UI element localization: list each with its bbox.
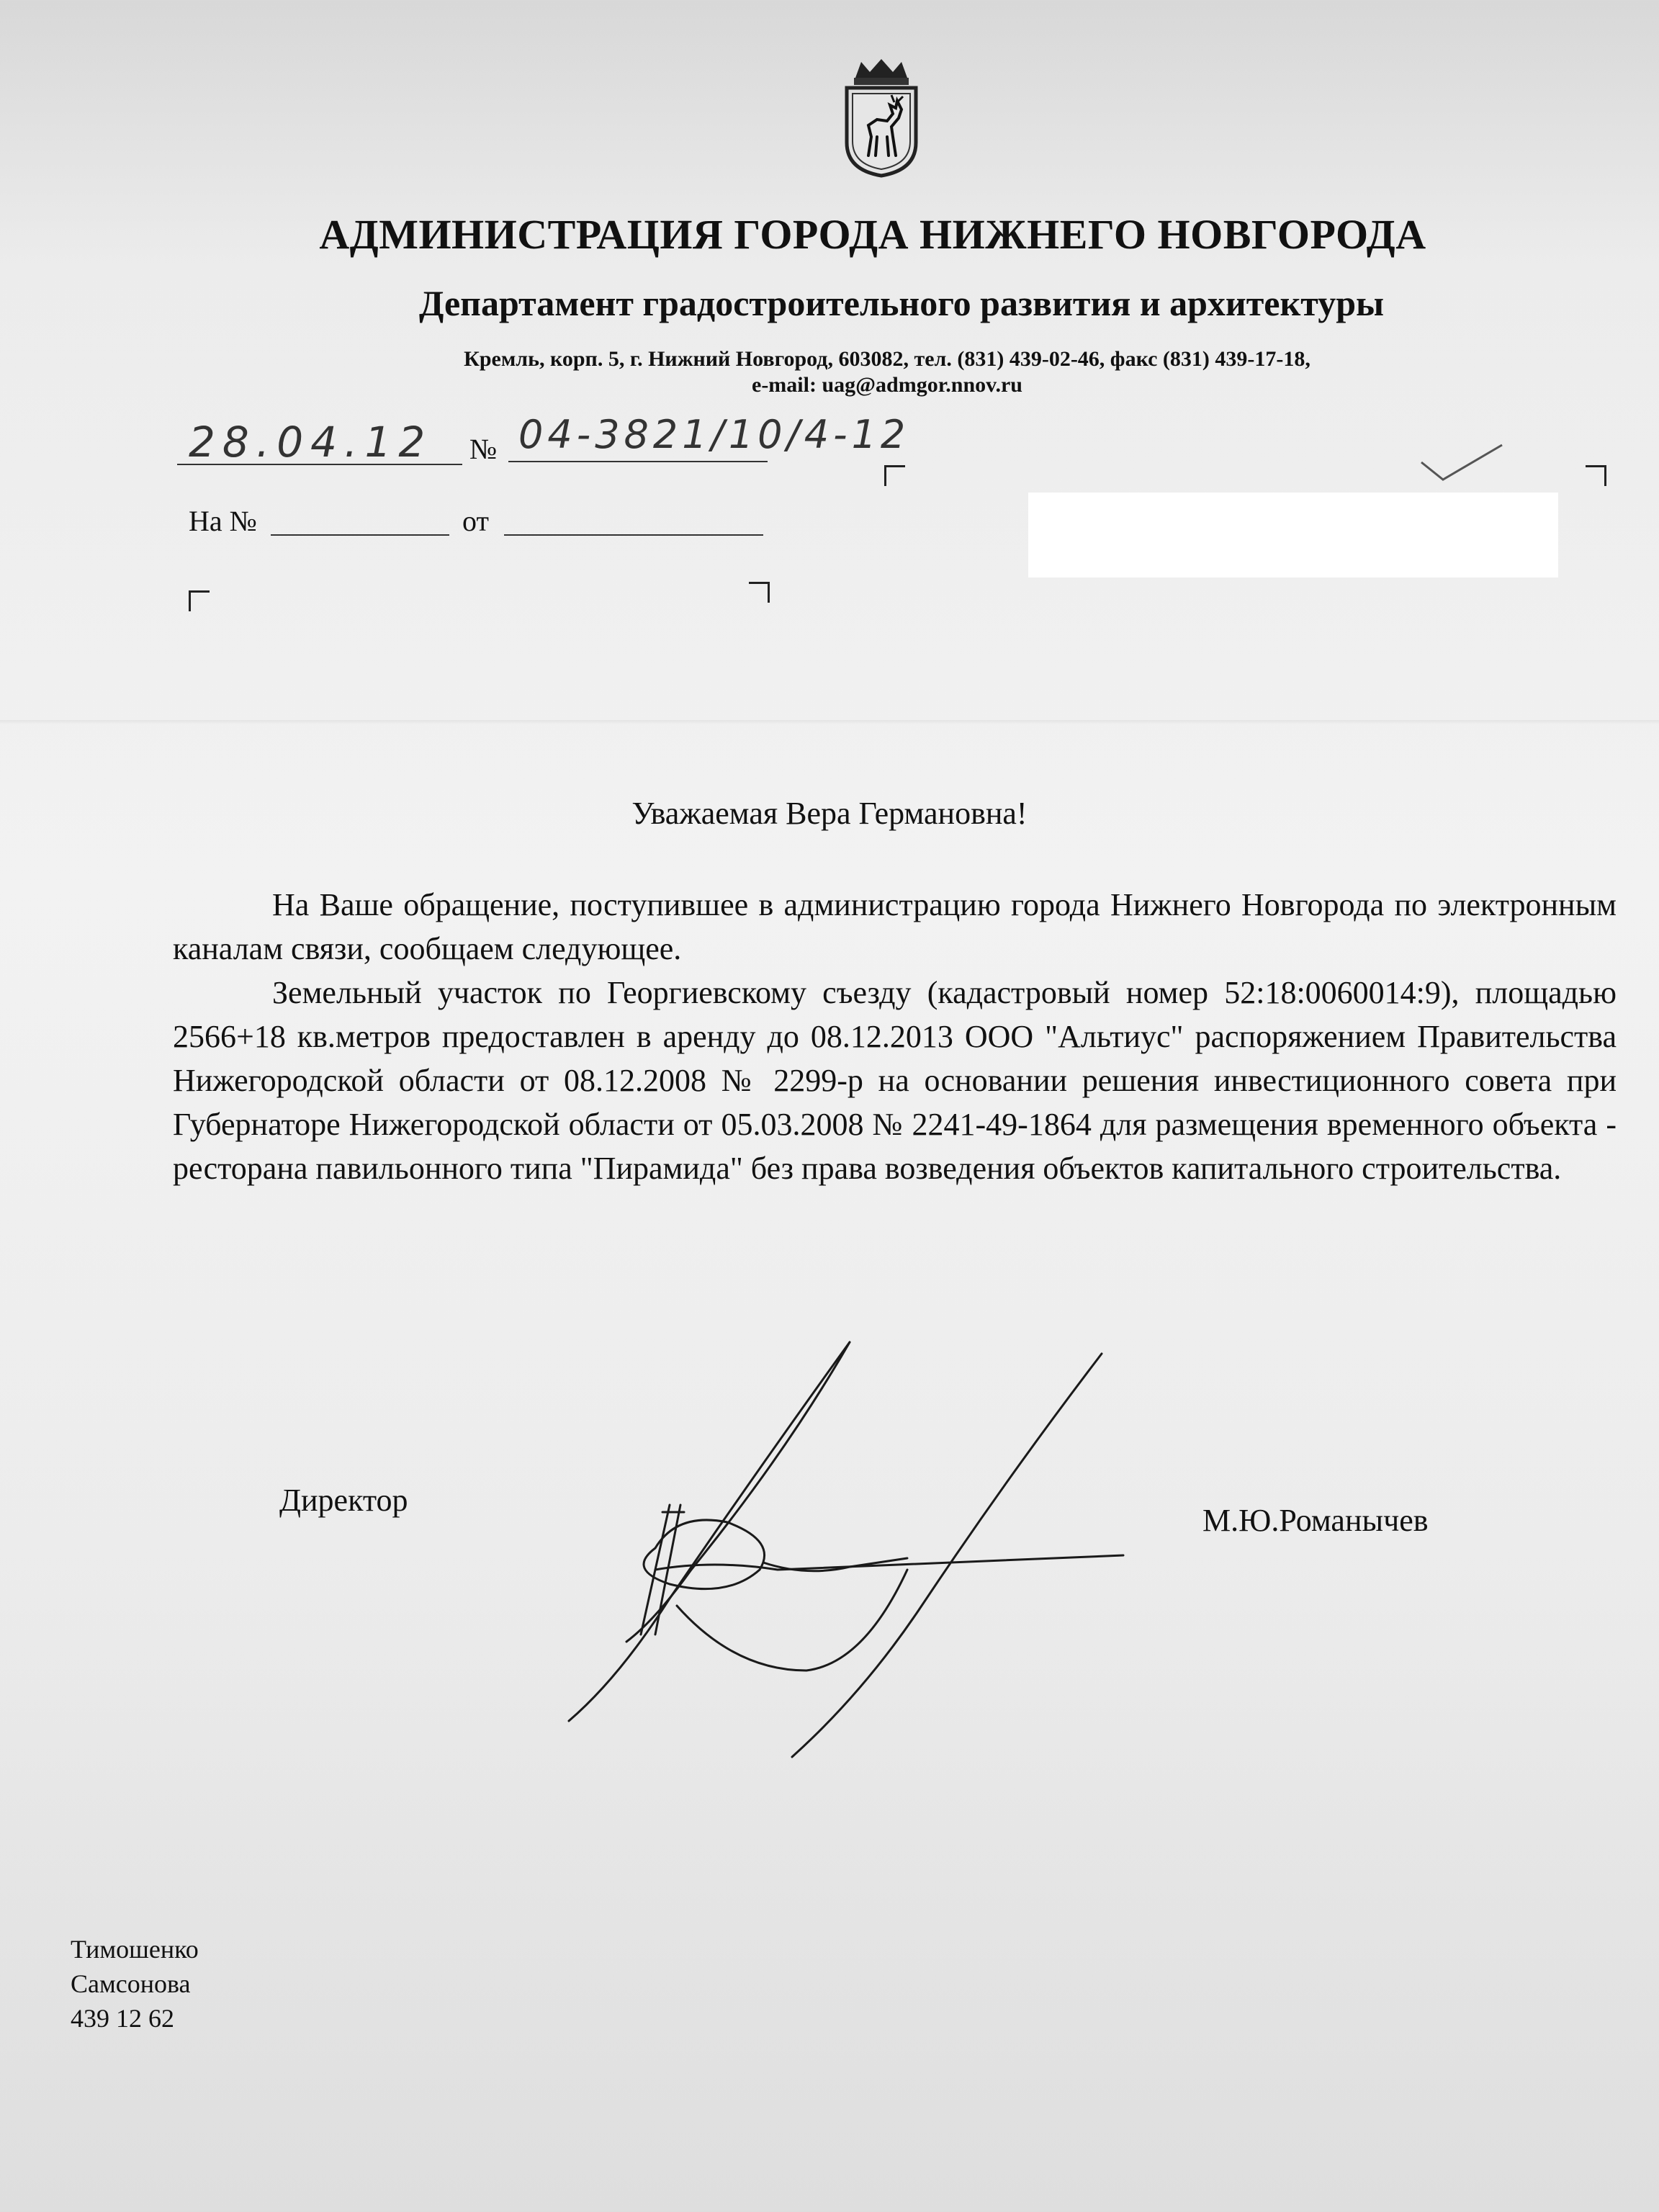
executor-name: Самсонова — [71, 1969, 191, 1998]
letter-body — [173, 883, 1617, 1190]
greeting: Уважаемая Вера Германовна! — [631, 796, 1028, 831]
coat-of-arms-icon — [840, 56, 923, 179]
handwritten-number: 04-3821/10/4-12 — [518, 412, 910, 457]
corner-mark — [749, 582, 770, 603]
number-underline — [508, 461, 768, 462]
corner-mark — [884, 465, 905, 486]
organization-title: АДМИНИСТРАЦИЯ ГОРОДА НИЖНЕГО НОВГОРОДА — [319, 211, 1426, 258]
checkmark-icon — [1419, 441, 1505, 484]
paragraph: На Ваше обращение, поступившее в администрацию города Нижнего Новгорода по электронным каналам связи, сообщаем следующее. — [173, 887, 1617, 966]
signatory-name: М.Ю.Романычев — [1202, 1503, 1429, 1538]
recipient-address-redacted — [1028, 493, 1558, 577]
ref-number-line — [271, 534, 449, 536]
signatory-role: Директор — [279, 1483, 408, 1518]
handwritten-signature — [547, 1332, 1166, 1764]
department-title: Департамент градостроительного развития и архитектуры — [418, 283, 1385, 323]
ref-date-line — [504, 534, 763, 536]
executor-name: Тимошенко — [71, 1935, 199, 1964]
paragraph: Земельный участок по Георгиевскому съезду (кадастровый номер 52:18:0060014:9), площадью 2566+18 кв.метров предоставлен в аренду до 08.12.2013 ООО "Альтиус" распоряжением Правительства Нижегородской области от 08.12.2008 № 2299-р на основании решения инвестиционного совета при Губернаторе Нижегородской области от 05.03.2008 № 2241-49-1864 для размещения временного объекта - ресторана павильонного типа "Пирамида" без права возведения объектов капитального строительства. — [173, 975, 1617, 1186]
paper-fold — [0, 720, 1659, 724]
handwritten-date: 28.04.12 — [189, 418, 433, 467]
email-line: e-mail: uag@admgor.nnov.ru — [752, 373, 1022, 397]
executor-phone: 439 12 62 — [71, 2004, 174, 2033]
address-line: Кремль, корп. 5, г. Нижний Новгород, 603082, тел. (831) 439-02-46, факс (831) 439-17-18, — [464, 347, 1310, 371]
corner-mark — [189, 590, 210, 611]
ref-number-label: На № — [189, 505, 257, 537]
date-underline — [177, 464, 462, 465]
corner-mark — [1586, 465, 1606, 486]
number-sign: № — [469, 433, 498, 465]
ref-from-label: от — [462, 505, 489, 537]
